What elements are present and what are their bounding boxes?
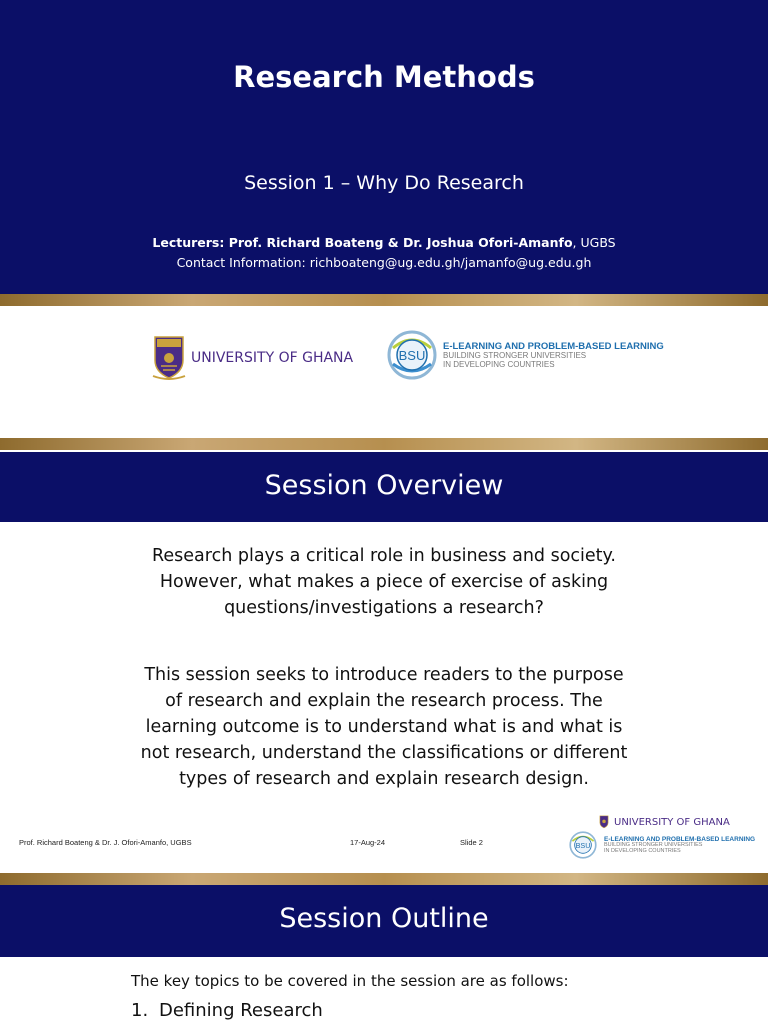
paragraph-line: However, what makes a piece of exercise of asking — [159, 572, 609, 592]
bsu-text-block — [443, 341, 664, 369]
ug-wordmark: UNIVERSITY OF GHANA — [191, 350, 354, 366]
bsu-subtitle-2: IN DEVELOPING COUNTRIES — [604, 847, 681, 854]
paragraph-line: of research and explain the research process. The — [165, 691, 603, 711]
footer-date: 17-Aug-24 — [350, 838, 386, 847]
slide-separator — [0, 438, 768, 450]
lecturers-names: Lecturers: Prof. Richard Boateng & Dr. Joshua Ofori-Amanfo — [152, 235, 573, 250]
outline-item — [131, 1000, 323, 1021]
contact-line: Contact Information: richboateng@ug.edu.gh/jamanfo@ug.edu.gh — [176, 255, 592, 270]
bsu-globe-icon — [385, 328, 439, 382]
slide-separator — [0, 873, 768, 885]
session-overview-title: Session Overview — [264, 470, 504, 501]
university-of-ghana-logo-small — [598, 815, 730, 829]
presentation-title: Research Methods — [233, 60, 535, 94]
university-of-ghana-logo — [151, 334, 353, 382]
footer-authors: Prof. Richard Boateng & Dr. J. Ofori-Amanfo, UGBS — [19, 838, 192, 847]
overview-paragraph-1 — [110, 543, 658, 621]
bsu-logo-small — [566, 830, 755, 860]
bsu-badge-text: BSU — [575, 840, 591, 850]
footer-slide-number: Slide 2 — [460, 838, 483, 847]
bsu-title: E-LEARNING AND PROBLEM-BASED LEARNING — [443, 341, 664, 353]
gold-divider — [0, 294, 768, 306]
paragraph-line: types of research and explain research design. — [179, 769, 589, 789]
bsu-text-block — [604, 836, 755, 855]
paragraph-line: questions/investigations a research? — [224, 598, 544, 618]
paragraph-line: Research plays a critical role in business and society. — [152, 546, 616, 566]
paragraph-line: This session seeks to introduce readers to the purpose — [144, 665, 624, 685]
paragraph-line: learning outcome is to understand what is and what is — [145, 717, 623, 737]
outline-item-text: Defining Research — [159, 1000, 323, 1021]
bsu-badge-text: BSU — [398, 348, 426, 363]
paragraph-line: not research, understand the classifications or different — [140, 743, 628, 763]
outline-item-number: 1. — [131, 1000, 149, 1021]
lecturers-line — [0, 235, 768, 250]
ug-crest-icon — [598, 815, 610, 829]
outline-intro: The key topics to be covered in the session are as follows: — [131, 972, 569, 990]
bsu-subtitle-1: BUILDING STRONGER UNIVERSITIES — [604, 841, 703, 848]
bsu-subtitle-2: IN DEVELOPING COUNTRIES — [443, 359, 555, 369]
session-outline-title: Session Outline — [279, 903, 489, 934]
ug-crest-icon — [151, 334, 187, 382]
bsu-subtitle-1: BUILDING STRONGER UNIVERSITIES — [443, 351, 587, 361]
bsu-globe-icon — [566, 830, 600, 860]
ug-wordmark: UNIVERSITY OF GHANA — [614, 816, 730, 828]
overview-paragraph-2 — [110, 662, 658, 792]
lecturers-suffix: , UGBS — [572, 235, 616, 250]
session-subtitle: Session 1 – Why Do Research — [244, 172, 524, 194]
bsu-logo — [385, 328, 664, 382]
bsu-title: E-LEARNING AND PROBLEM-BASED LEARNING — [604, 835, 756, 843]
